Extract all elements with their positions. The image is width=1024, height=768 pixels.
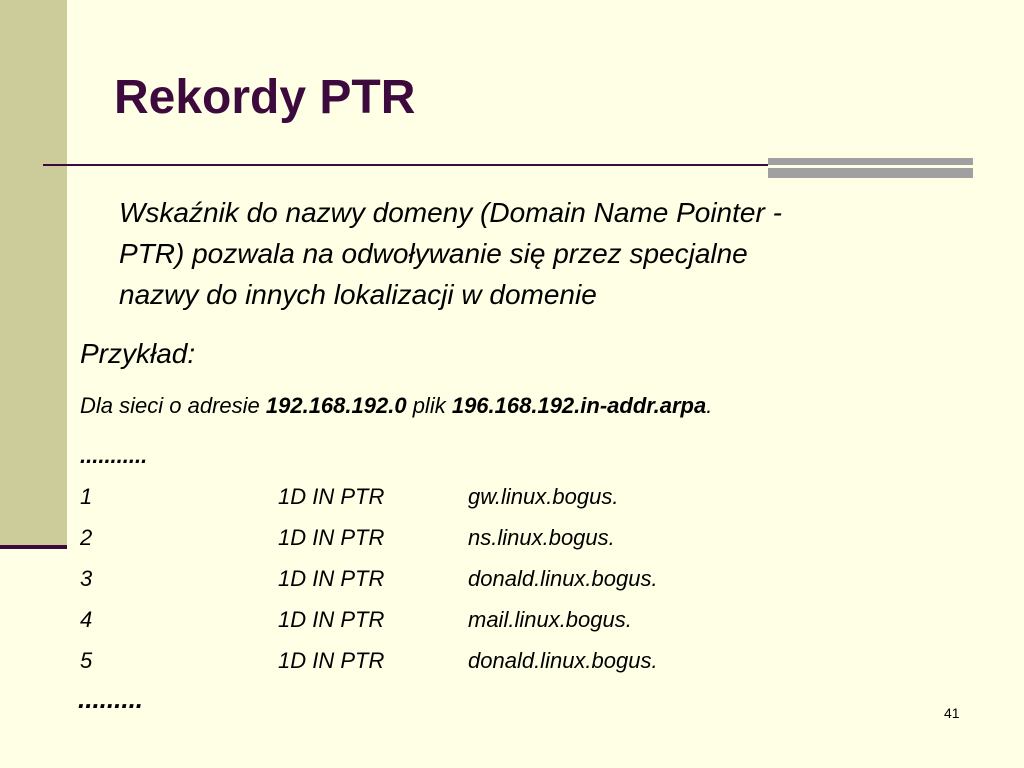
record-host: donald.linux.bogus. bbox=[468, 648, 658, 673]
ellipsis-bottom: ......... bbox=[78, 684, 144, 714]
network-middle: plik bbox=[406, 393, 452, 418]
record-type: 1D IN PTR bbox=[278, 566, 385, 591]
record-host: donald.linux.bogus. bbox=[468, 566, 658, 591]
ptr-record-row bbox=[80, 605, 780, 646]
intro-paragraph bbox=[119, 192, 949, 315]
record-type: 1D IN PTR bbox=[278, 484, 385, 509]
intro-line: nazwy do innych lokalizacji w domenie bbox=[119, 279, 597, 310]
record-host: ns.linux.bogus. bbox=[468, 525, 615, 550]
ptr-record-row bbox=[80, 646, 780, 687]
example-label: Przykład: bbox=[80, 338, 196, 369]
network-prefix: Dla sieci o adresie bbox=[80, 393, 266, 418]
ptr-record-list bbox=[80, 482, 780, 687]
record-index: 2 bbox=[80, 525, 93, 550]
sidebar-rule bbox=[0, 545, 67, 549]
zone-file-name: 196.168.192.in-addr.arpa bbox=[451, 393, 707, 418]
record-index: 4 bbox=[80, 607, 93, 632]
intro-line: Wskaźnik do nazwy domeny (Domain Name Pointer - bbox=[119, 197, 782, 228]
record-host: gw.linux.bogus. bbox=[468, 484, 619, 509]
page-number: 41 bbox=[944, 705, 960, 721]
record-type: 1D IN PTR bbox=[278, 525, 385, 550]
ellipsis-top: ........... bbox=[80, 443, 148, 468]
intro-line: PTR) pozwala na odwoływanie się przez specjalne bbox=[119, 238, 748, 269]
accent-bar bbox=[768, 158, 973, 178]
ptr-record-row bbox=[80, 482, 780, 523]
record-type: 1D IN PTR bbox=[278, 648, 385, 673]
sidebar-decoration bbox=[0, 0, 67, 545]
network-line bbox=[80, 391, 712, 421]
record-host: mail.linux.bogus. bbox=[468, 607, 632, 632]
ptr-record-row bbox=[80, 564, 780, 605]
network-address: 192.168.192.0 bbox=[265, 393, 407, 418]
record-index: 3 bbox=[80, 566, 93, 591]
record-index: 1 bbox=[80, 484, 93, 509]
record-index: 5 bbox=[80, 648, 93, 673]
record-type: 1D IN PTR bbox=[278, 607, 385, 632]
network-suffix: . bbox=[706, 393, 713, 418]
slide-title: Rekordy PTR bbox=[114, 71, 416, 124]
ptr-record-row bbox=[80, 523, 780, 564]
